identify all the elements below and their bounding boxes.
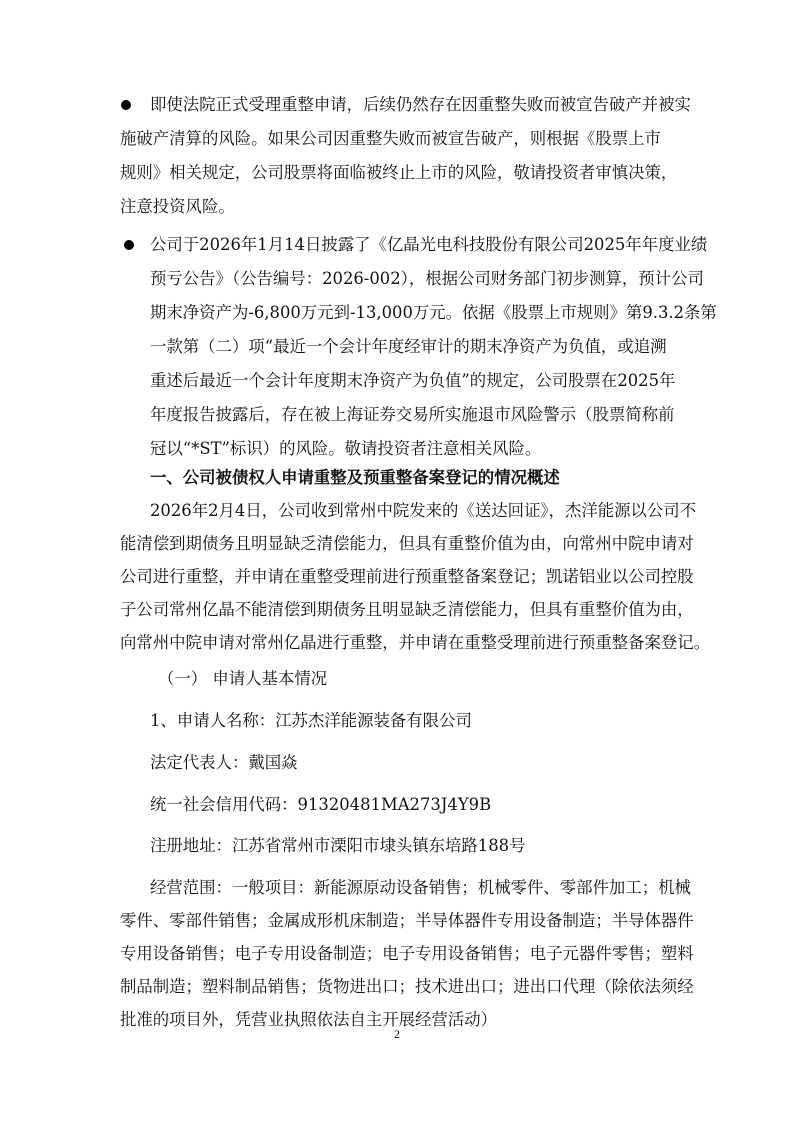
bullet-line: 重述后最近一个会计年度期末净资产为负值”的规定，公司股票在2025年 [150, 371, 676, 390]
scope-line: 制品制造；塑料制品销售；货物进出口；技术进出口；进出口代理（除依法须经 [120, 977, 694, 996]
bullet-line: 一款第（二）项“最近一个会计年度经审计的期末净资产为负值，或追溯 [150, 337, 667, 356]
paragraph-line: 能清偿到期债务且明显缺乏清偿能力，但具有重整价值为由，向常州中院申请对 [120, 534, 694, 553]
bullet-line: 注意投资风险。 [120, 197, 235, 216]
paragraph-line: 向常州中院申请对常州亿晶进行重整，并申请在重整受理前进行预重整备案登记。 [120, 633, 711, 652]
section-heading: 一、公司被债权人申请重整及预重整备案登记的情况概述 [150, 468, 560, 487]
legal-representative: 法定代表人：戴国焱 [150, 753, 298, 772]
paragraph-line: 子公司常州亿晶不能清偿到期债务且明显缺乏清偿能力，但具有重整价值为由， [120, 600, 694, 619]
bullet-line: 规则》相关规定，公司股票将面临被终止上市的风险，敬请投资者审慎决策， [120, 163, 678, 182]
page-number: 2 [394, 1027, 400, 1041]
paragraph-line: 公司进行重整，并申请在重整受理前进行预重整备案登记；凯诺铝业以公司控股 [120, 567, 694, 586]
bullet-line: 即使法院正式受理重整申请，后续仍然存在因重整失败而被宣告破产并被实 [150, 95, 691, 114]
bullet-line: 施破产清算的风险。如果公司因重整失败而被宣告破产，则根据《股票上市 [120, 129, 661, 148]
applicant-subheading: （一） 申请人基本情况 [158, 669, 328, 688]
scope-line: 批准的项目外，凭营业执照依法自主开展经营活动） [120, 1010, 497, 1029]
bullet-line: 预亏公告》（公告编号：2026-002），根据公司财务部门初步测算，预计公司 [150, 269, 704, 288]
credit-code: 统一社会信用代码：91320481MA273J4Y9B [150, 795, 492, 814]
applicant-name: 1、申请人名称：江苏杰洋能源装备有限公司 [150, 711, 472, 730]
registered-address: 注册地址：江苏省常州市溧阳市埭头镇东培路188号 [150, 836, 526, 855]
bullet-dot-icon [124, 240, 134, 250]
scope-line: 经营范围：一般项目：新能源原动设备销售；机械零件、零部件加工；机械 [150, 878, 691, 897]
bullet-line: 公司于2026年1月14日披露了《亿晶光电科技股份有限公司2025年年度业绩 [150, 235, 708, 254]
paragraph-line: 2026年2月4日，公司收到常州中院发来的《送达回证》，杰洋能源以公司不 [150, 501, 697, 520]
bullet-dot-icon [121, 100, 131, 110]
bullet-line: 年度报告披露后，存在被上海证券交易所实施退市风险警示（股票简称前 [150, 405, 675, 424]
scope-line: 专用设备销售；电子专用设备制造；电子专用设备销售；电子元器件零售；塑料 [120, 944, 694, 963]
bullet-line: 期末净资产为-6,800万元到-13,000万元。依据《股票上市规则》第9.3.2条第 [150, 303, 717, 322]
bullet-line: 冠以“*ST”标识）的风险。敬请投资者注意相关风险。 [150, 439, 542, 458]
scope-line: 零件、零部件销售；金属成形机床制造；半导体器件专用设备制造；半导体器件 [120, 911, 694, 930]
